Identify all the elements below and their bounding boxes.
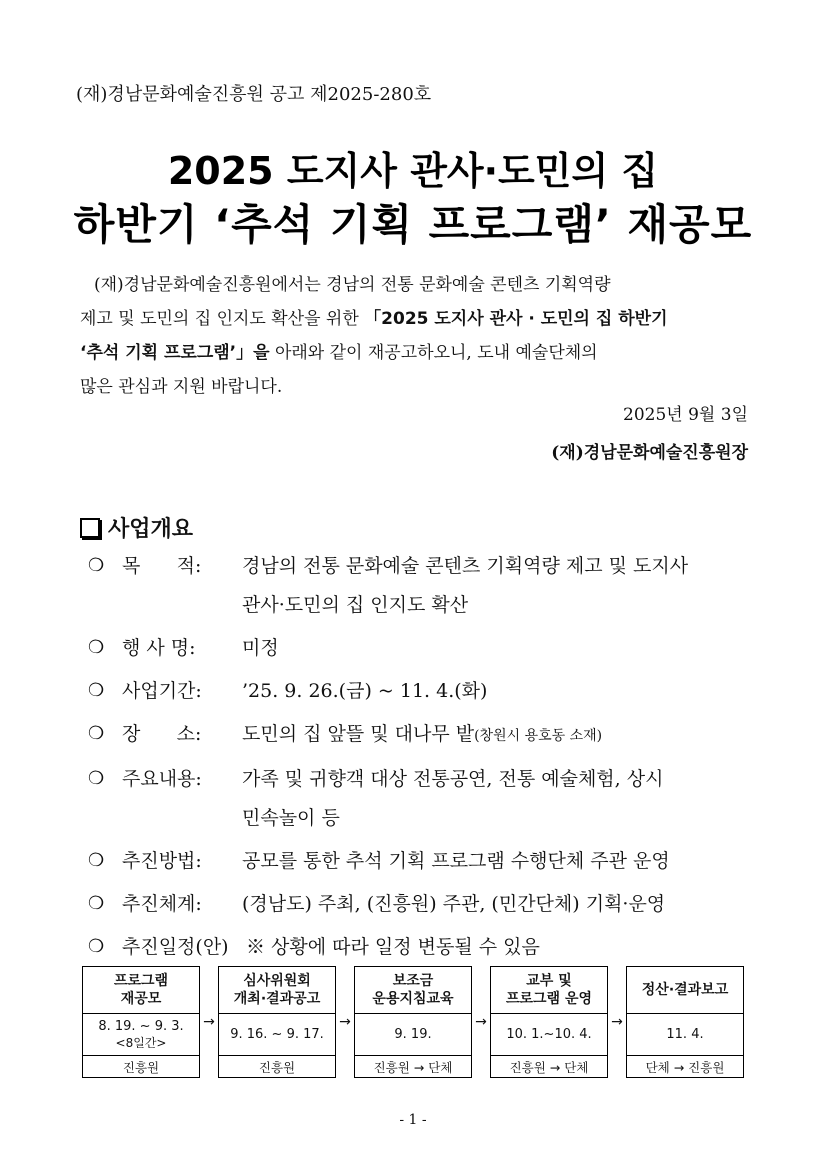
item-content: 미정 (242, 637, 279, 659)
title-line-2: 하반기 ‘추석 기획 프로그램’ 재공모 (73, 200, 753, 249)
step-date: 9. 19. (355, 1014, 471, 1056)
bullet-icon: ❍ (88, 768, 105, 789)
list-item (88, 888, 758, 920)
item-content-text: 도민의 집 앞뜰 및 대나무 밭 (242, 723, 475, 745)
intro-program-name-part1: 「2025 도지사 관사 · 도민의 집 하반기 (364, 309, 668, 329)
item-content-line-2: 민속놀이 등 (242, 807, 340, 829)
item-label: 행 사 명: (122, 637, 196, 659)
step-title: 프로그램 재공모 (83, 967, 199, 1014)
intro-line-1: (재)경남문화예술진흥원에서는 경남의 전통 문화예술 콘텐츠 기획역량 (94, 275, 611, 295)
bullet-icon: ❍ (88, 893, 105, 914)
item-content (242, 718, 758, 752)
item-content (242, 550, 758, 621)
step-title: 보조금 운용지침교육 (355, 967, 471, 1014)
section-title: 사업개요 (108, 517, 194, 542)
intro-line-2 (80, 302, 750, 336)
bullet-icon: ❍ (88, 850, 105, 871)
bullet-icon: ❍ (88, 936, 105, 957)
signer-name: (재)경남문화예술진흥원장 (551, 443, 748, 463)
list-item (88, 632, 758, 664)
list-item (88, 718, 758, 752)
title-line-1: 2025 도지사 관사·도민의 집 (167, 149, 659, 193)
list-item (88, 550, 758, 621)
intro-line-3 (80, 336, 750, 370)
item-label: 목 적: (122, 555, 202, 577)
overview-list (88, 550, 758, 974)
intro-line-4: 많은 관심과 지원 바랍니다. (80, 377, 283, 397)
step-date: 11. 4. (627, 1014, 743, 1056)
arrow-right-icon: → (475, 1014, 487, 1030)
bullet-icon: ❍ (88, 723, 105, 744)
item-label: 추진체계: (122, 893, 202, 915)
item-label: 장 소: (122, 723, 202, 745)
step-owner: 진흥원 (258, 1059, 296, 1075)
notice-number: (재)경남문화예술진흥원 공고 제2025-280호 (76, 84, 432, 105)
list-item (88, 763, 758, 834)
step-date: 9. 16. ~ 9. 17. (219, 1014, 335, 1056)
step-title: 정산·결과보고 (627, 967, 743, 1014)
item-label: 사업기간: (122, 680, 202, 702)
section-header (80, 512, 193, 543)
item-content: ※ 상황에 따라 일정 변동될 수 있음 (246, 936, 540, 958)
checkbox-icon (80, 518, 100, 538)
item-content (242, 763, 758, 834)
intro-line-2-text: 제고 및 도민의 집 인지도 확산을 위한 (80, 309, 365, 329)
item-label: 주요내용: (122, 768, 202, 790)
schedule-step (82, 966, 200, 1078)
notice-date: 2025년 9월 3일 (623, 405, 748, 425)
schedule-flow (82, 966, 746, 1078)
step-date: 10. 1.~10. 4. (491, 1014, 607, 1056)
step-owner: 진흥원 → 단체 (373, 1059, 453, 1075)
page-number: - 1 - (399, 1112, 427, 1128)
bullet-icon: ❍ (88, 555, 105, 576)
item-content: 공모를 통한 추석 기획 프로그램 수행단체 주관 운영 (242, 850, 670, 872)
schedule-step (490, 966, 608, 1078)
step-date: 8. 19. ~ 9. 3. <8일간> (83, 1014, 199, 1056)
arrow-right-icon: → (203, 1014, 215, 1030)
item-content: (경남도) 주최, (진흥원) 주관, (민간단체) 기획·운영 (242, 893, 666, 915)
schedule-step (354, 966, 472, 1078)
bullet-icon: ❍ (88, 680, 105, 701)
item-label: 추진방법: (122, 850, 202, 872)
schedule-step (218, 966, 336, 1078)
list-item (88, 845, 758, 877)
arrow-right-icon: → (611, 1014, 623, 1030)
item-content: ’25. 9. 26.(금) ~ 11. 4.(화) (242, 680, 488, 702)
list-item (88, 675, 758, 707)
list-item (88, 931, 758, 963)
item-label: 추진일정(안) (122, 936, 229, 958)
arrow-right-icon: → (339, 1014, 351, 1030)
item-content-line-1: 경남의 전통 문화예술 콘텐츠 기획역량 제고 및 도지사 (242, 555, 689, 577)
item-content-line-2: 관사·도민의 집 인지도 확산 (242, 594, 469, 616)
step-title: 심사위원회 개최·결과공고 (219, 967, 335, 1014)
bullet-icon: ❍ (88, 637, 105, 658)
step-title: 교부 및 프로그램 운영 (491, 967, 607, 1014)
intro-paragraph (80, 268, 750, 404)
step-owner: 진흥원 (122, 1059, 160, 1075)
step-owner: 단체 → 진흥원 (645, 1059, 725, 1075)
intro-line-3-text: 아래와 같이 재공고하오니, 도내 예술단체의 (269, 343, 598, 363)
intro-program-name-part2: ‘추석 기획 프로그램’」을 (80, 343, 270, 363)
step-owner: 진흥원 → 단체 (509, 1059, 589, 1075)
schedule-step (626, 966, 744, 1078)
item-content-line-1: 가족 및 귀향객 대상 전통공연, 전통 예술체험, 상시 (242, 768, 664, 790)
item-content-note: (창원시 용호동 소재) (474, 728, 603, 744)
